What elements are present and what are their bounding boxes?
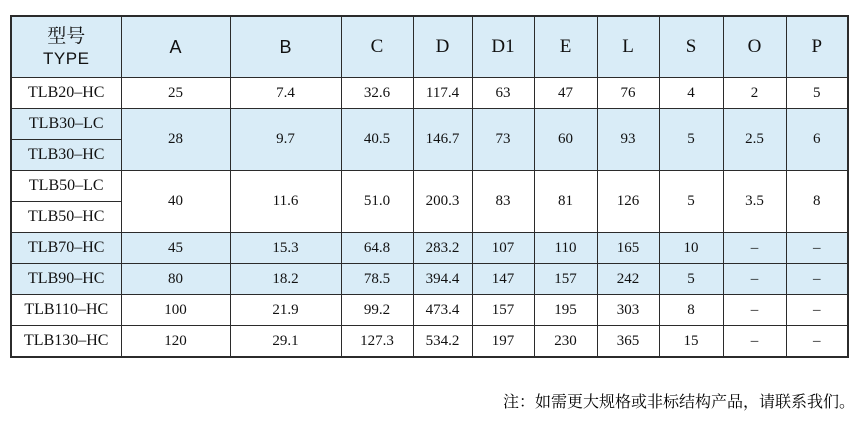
value-cell: 8	[786, 171, 848, 233]
dimension-spec-table	[10, 15, 849, 358]
model-cell: TLB110–HC	[11, 295, 121, 326]
value-cell: 394.4	[413, 264, 472, 295]
value-cell: 157	[472, 295, 534, 326]
column-header-p: P	[786, 16, 848, 78]
value-cell: 2	[723, 78, 786, 109]
value-cell: 60	[534, 109, 597, 171]
value-cell: 28	[121, 109, 230, 171]
footnote: 注：如需更大规格或非标结构产品，请联系我们。	[502, 394, 855, 411]
value-cell: 63	[472, 78, 534, 109]
value-cell: –	[723, 295, 786, 326]
value-cell: 15.3	[230, 233, 341, 264]
value-cell: –	[723, 233, 786, 264]
value-cell: 5	[659, 109, 723, 171]
type-label-cn: 型号	[47, 25, 86, 47]
value-cell: 8	[659, 295, 723, 326]
value-cell: 5	[659, 264, 723, 295]
model-cell: TLB30–HC	[11, 140, 121, 171]
value-cell: 7.4	[230, 78, 341, 109]
value-cell: 534.2	[413, 326, 472, 358]
table-row	[11, 233, 848, 264]
model-cell: TLB130–HC	[11, 326, 121, 358]
value-cell: 15	[659, 326, 723, 358]
value-cell: –	[786, 295, 848, 326]
table-row	[11, 78, 848, 109]
value-cell: 365	[597, 326, 659, 358]
value-cell: 107	[472, 233, 534, 264]
value-cell: 9.7	[230, 109, 341, 171]
value-cell: 64.8	[341, 233, 413, 264]
value-cell: 29.1	[230, 326, 341, 358]
value-cell: 40.5	[341, 109, 413, 171]
value-cell: 25	[121, 78, 230, 109]
value-cell: –	[786, 264, 848, 295]
value-cell: 21.9	[230, 295, 341, 326]
header-row	[11, 16, 848, 78]
value-cell: 242	[597, 264, 659, 295]
value-cell: 45	[121, 233, 230, 264]
value-cell: 80	[121, 264, 230, 295]
value-cell: 197	[472, 326, 534, 358]
value-cell: 126	[597, 171, 659, 233]
value-cell: 47	[534, 78, 597, 109]
column-header-l: L	[597, 16, 659, 78]
value-cell: 165	[597, 233, 659, 264]
value-cell: 473.4	[413, 295, 472, 326]
column-header-d: D	[413, 16, 472, 78]
value-cell: 10	[659, 233, 723, 264]
value-cell: 5	[659, 171, 723, 233]
model-cell: TLB20–HC	[11, 78, 121, 109]
value-cell: 120	[121, 326, 230, 358]
value-cell: 283.2	[413, 233, 472, 264]
value-cell: 110	[534, 233, 597, 264]
column-header-b: B	[230, 16, 341, 78]
value-cell: –	[723, 326, 786, 358]
column-header-a: A	[121, 16, 230, 78]
value-cell: 81	[534, 171, 597, 233]
value-cell: 51.0	[341, 171, 413, 233]
value-cell: 303	[597, 295, 659, 326]
value-cell: 195	[534, 295, 597, 326]
value-cell: 78.5	[341, 264, 413, 295]
value-cell: –	[723, 264, 786, 295]
value-cell: 76	[597, 78, 659, 109]
value-cell: 11.6	[230, 171, 341, 233]
model-cell: TLB50–LC	[11, 171, 121, 202]
value-cell: 32.6	[341, 78, 413, 109]
model-cell: TLB50–HC	[11, 202, 121, 233]
value-cell: 2.5	[723, 109, 786, 171]
model-cell: TLB30–LC	[11, 109, 121, 140]
value-cell: 4	[659, 78, 723, 109]
model-cell: TLB70–HC	[11, 233, 121, 264]
value-cell: 230	[534, 326, 597, 358]
column-header-c: C	[341, 16, 413, 78]
value-cell: 73	[472, 109, 534, 171]
table-row	[11, 326, 848, 358]
table-row	[11, 295, 848, 326]
column-header-e: E	[534, 16, 597, 78]
value-cell: 200.3	[413, 171, 472, 233]
column-header-type	[11, 16, 121, 78]
value-cell: 93	[597, 109, 659, 171]
value-cell: –	[786, 233, 848, 264]
product-spec-sheet	[0, 15, 858, 424]
value-cell: 157	[534, 264, 597, 295]
value-cell: 100	[121, 295, 230, 326]
column-header-o: O	[723, 16, 786, 78]
value-cell: 5	[786, 78, 848, 109]
value-cell: –	[786, 326, 848, 358]
model-cell: TLB90–HC	[11, 264, 121, 295]
value-cell: 3.5	[723, 171, 786, 233]
column-header-s: S	[659, 16, 723, 78]
value-cell: 6	[786, 109, 848, 171]
table-row	[11, 109, 848, 140]
table-row	[11, 264, 848, 295]
value-cell: 147	[472, 264, 534, 295]
value-cell: 127.3	[341, 326, 413, 358]
table-row	[11, 171, 848, 202]
value-cell: 99.2	[341, 295, 413, 326]
column-header-d1: D1	[472, 16, 534, 78]
value-cell: 40	[121, 171, 230, 233]
type-label-en: TYPE	[43, 48, 90, 68]
value-cell: 18.2	[230, 264, 341, 295]
value-cell: 146.7	[413, 109, 472, 171]
value-cell: 83	[472, 171, 534, 233]
value-cell: 117.4	[413, 78, 472, 109]
